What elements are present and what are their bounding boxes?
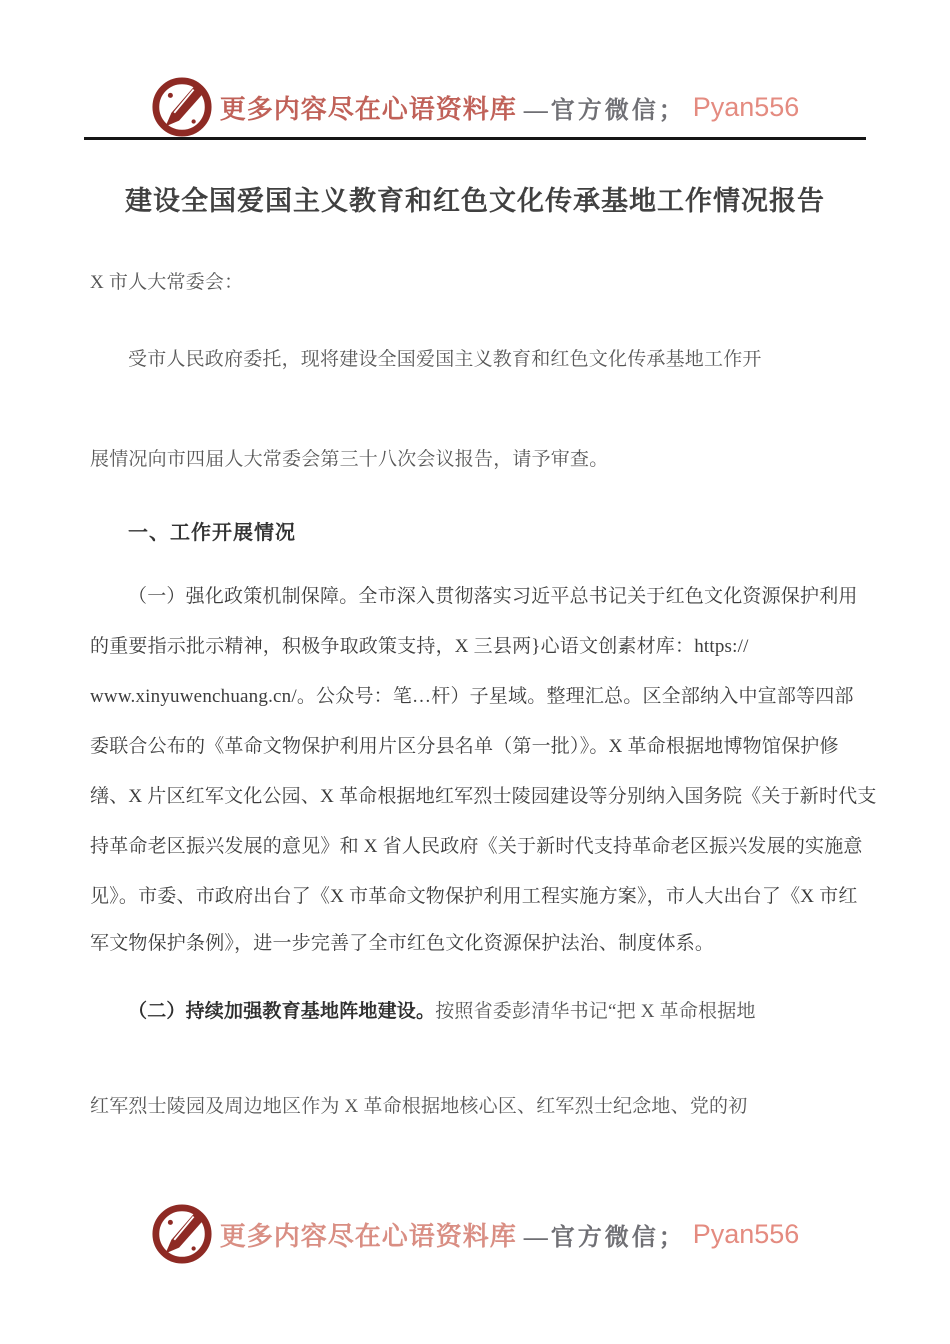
footer-brand-bar xyxy=(0,1203,950,1265)
paragraph2-line4: 委联合公布的《革命文物保护利用片区分县名单（第一批）》。X 革命根据地博物馆保护修 xyxy=(90,736,839,757)
paragraph3-line1-rest: 按照省委彭清华书记“把 X 革命根据地 xyxy=(435,1001,756,1022)
paragraph3-line2: 红军烈士陵园及周边地区作为 X 革命根据地核心区、红军烈士纪念地、党的初 xyxy=(90,1096,748,1117)
section1-heading: 一、工作开展情况 xyxy=(128,522,296,544)
paragraph2-line3: www.xinyuwenchuang.cn/。公众号：笔…杆）子星域。整理汇总。区全部纳入中宣部等四部 xyxy=(90,686,854,707)
paragraph1-line1: 受市人民政府委托，现将建设全国爱国主义教育和红色文化传承基地工作开 xyxy=(128,349,762,370)
salutation-line: X 市人大常委会： xyxy=(90,272,244,293)
document-title: 建设全国爱国主义教育和红色文化传承基地工作情况报告 xyxy=(125,186,825,216)
paragraph2-line1: （一）强化政策机制保障。全市深入贯彻落实习近平总书记关于红色文化资源保护利用 xyxy=(128,586,858,607)
header-divider-rule xyxy=(84,137,866,140)
paragraph2-line6: 持革命老区振兴发展的意见》和 X 省人民政府《关于新时代支持革命老区振兴发展的实施意 xyxy=(90,836,863,857)
pen-nib-logo-icon xyxy=(151,76,213,138)
header-brand-text: 更多内容尽在心语资料库 xyxy=(219,94,517,124)
paragraph2-line7: 见》。市委、市政府出台了《X 市革命文物保护利用工程实施方案》，市人大出台了《X 市红 xyxy=(90,886,858,907)
header-wechat-id: Pyan556 xyxy=(692,91,800,122)
paragraph3-lead-bold: （二）持续加强教育基地阵地建设。 xyxy=(128,1001,436,1022)
pen-nib-logo-icon xyxy=(151,1203,213,1265)
footer-wechat-id: Pyan556 xyxy=(692,1218,800,1249)
header-brand-bar xyxy=(0,76,950,138)
paragraph2-line5: 缮、X 片区红军文化公园、X 革命根据地红军烈士陵园建设等分别纳入国务院《关于新时代支 xyxy=(90,786,877,807)
footer-separator-text: —官方微信； xyxy=(523,1224,686,1251)
paragraph1-line2: 展情况向市四届人大常委会第三十八次会议报告，请予审查。 xyxy=(90,449,609,470)
paragraph3-line1 xyxy=(128,999,865,1026)
footer-brand-text: 更多内容尽在心语资料库 xyxy=(219,1221,517,1251)
header-separator-text: —官方微信； xyxy=(523,97,686,124)
paragraph2-line2: 的重要指示批示精神，积极争取政策支持，X 三县两}心语文创素材库：https:// xyxy=(90,636,749,657)
paragraph2-line8: 军文物保护条例》，进一步完善了全市红色文化资源保护法治、制度体系。 xyxy=(90,933,715,954)
